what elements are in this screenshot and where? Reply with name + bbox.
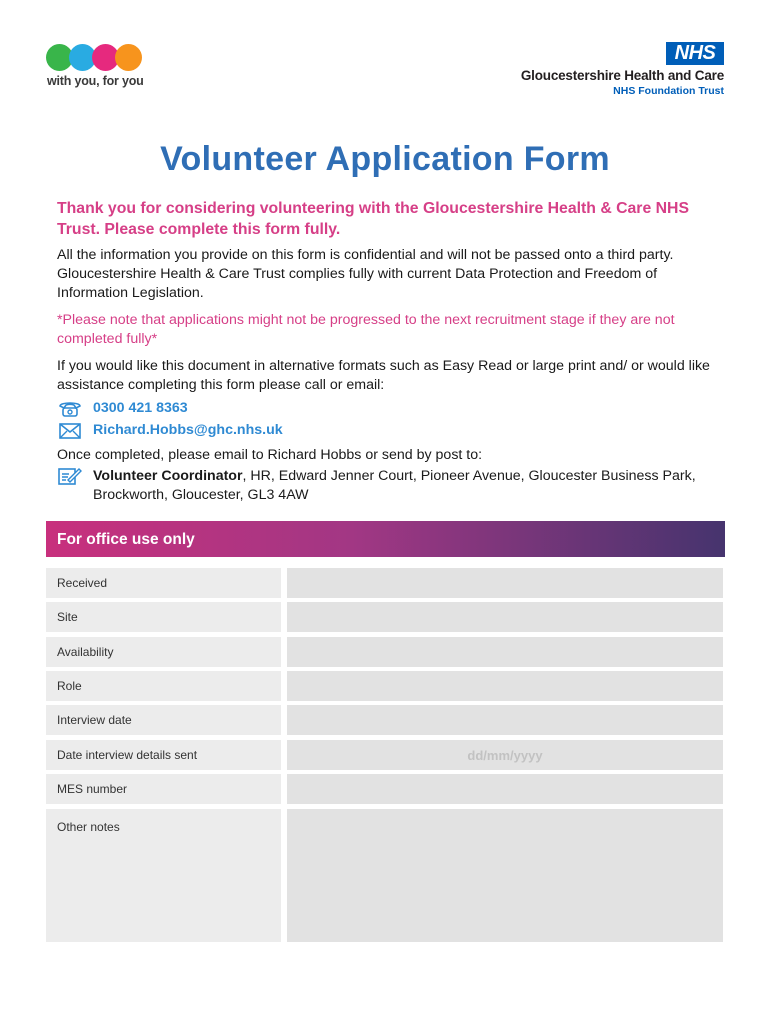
mes-number-label: MES number <box>46 774 281 804</box>
alternative-formats-text: If you would like this document in alternative formats such as Easy Read or large print and/ or would like assistance completing this form please call or email: <box>57 358 710 393</box>
phone-number[interactable]: 0300 421 8363 <box>93 400 188 416</box>
availability-label: Availability <box>46 637 281 667</box>
office-row-availability <box>46 637 723 667</box>
other-notes-textarea[interactable] <box>287 809 723 942</box>
office-row-details-sent <box>46 740 723 770</box>
logo-dots <box>46 42 146 72</box>
office-row-received <box>46 568 723 598</box>
completion-note: *Please note that applications might not be progressed to the next recruitment stage if they are not completed fully* <box>57 312 675 347</box>
organisation-subtitle: NHS Foundation Trust <box>613 85 724 97</box>
interview-date-input[interactable] <box>287 705 723 735</box>
email-link[interactable]: Richard.Hobbs@ghc.nhs.uk <box>93 422 283 438</box>
organisation-name: Gloucestershire Health and Care <box>520 68 724 83</box>
office-row-role <box>46 671 723 701</box>
form-intro-section <box>57 198 717 505</box>
postal-address <box>57 467 717 505</box>
office-row-site <box>46 602 723 632</box>
recipient-name: Volunteer Coordinator <box>93 468 243 484</box>
other-notes-label: Other notes <box>46 809 281 942</box>
ghc-logo <box>46 42 146 92</box>
received-input[interactable] <box>287 568 723 598</box>
intro-text: Thank you for considering volunteering with the Gloucestershire Health & Care NHS Trust. Please complete this form fully. <box>57 200 689 238</box>
confidentiality-text: All the information you provide on this form is confidential and will not be passed onto a third party. Gloucestershire Health & Care Trust complies fully with current Data Protection and Freedom of Information Legislation. <box>57 247 674 301</box>
office-row-mes-number <box>46 774 723 804</box>
interview-date-label: Interview date <box>46 705 281 735</box>
site-label: Site <box>46 602 281 632</box>
details-sent-label: Date interview details sent <box>46 740 281 770</box>
role-input[interactable] <box>287 671 723 701</box>
nhs-trust-logo <box>474 42 724 98</box>
availability-input[interactable] <box>287 637 723 667</box>
edit-form-icon <box>57 466 83 486</box>
address-line: , HR, Edward Jenner Court, Pioneer Avenue, Gloucester Business Park, Brockworth, Gloucester, GL3 4AW <box>93 468 696 503</box>
logo-tagline: with you, for you <box>47 74 144 88</box>
logo-dot-orange <box>115 44 142 71</box>
office-row-interview-date <box>46 705 723 735</box>
received-label: Received <box>46 568 281 598</box>
email-contact <box>57 421 717 440</box>
once-completed-text: Once completed, please email to Richard Hobbs or send by post to: <box>57 447 483 463</box>
office-use-header: For office use only <box>46 521 725 557</box>
postal-address-text <box>93 467 717 505</box>
phone-contact <box>57 399 717 418</box>
details-sent-date-input[interactable] <box>287 740 723 770</box>
mes-number-input[interactable] <box>287 774 723 804</box>
role-label: Role <box>46 671 281 701</box>
envelope-icon <box>57 422 83 440</box>
page-title: Volunteer Application Form <box>160 140 610 178</box>
nhs-badge: NHS <box>666 42 724 65</box>
phone-icon <box>57 400 83 418</box>
office-row-other-notes <box>46 809 723 942</box>
site-input[interactable] <box>287 602 723 632</box>
